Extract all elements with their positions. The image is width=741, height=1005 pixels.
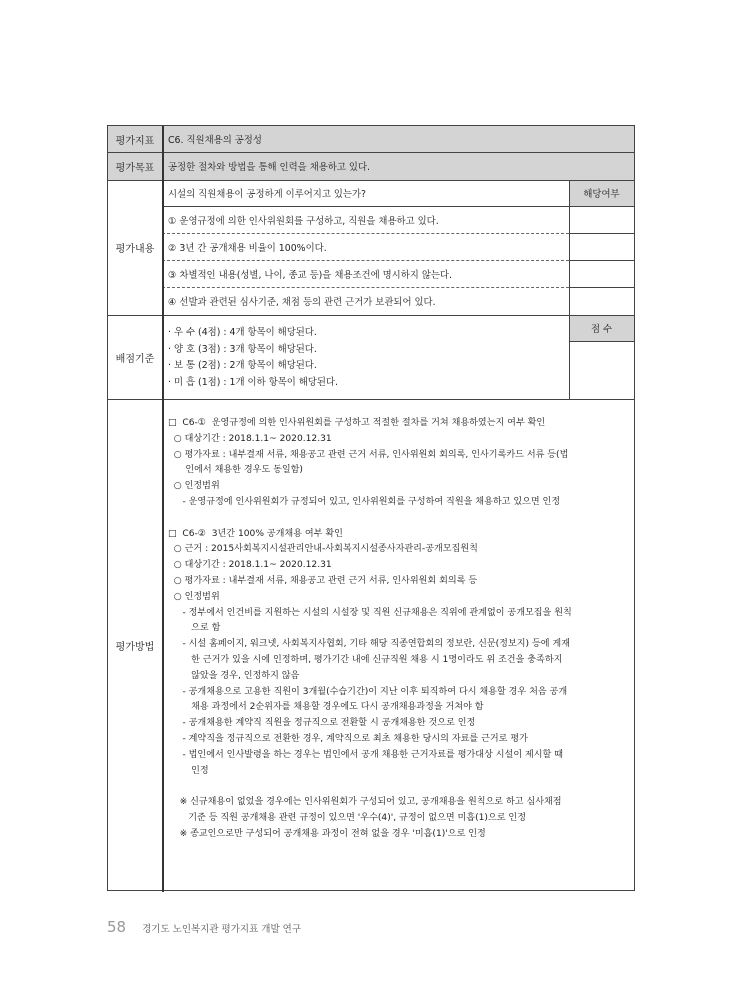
content-item: ③ 차별적인 내용(성별, 나이, 종교 등)을 채용조건에 명시하지 않는다.	[168, 269, 452, 281]
scoring-line: · 우 수 (4점) : 4개 항목이 해당된다.	[168, 327, 317, 338]
scoring-line: · 양 호 (3점) : 3개 항목이 해당된다.	[168, 343, 317, 355]
evaluation-table	[107, 125, 635, 891]
method-line: - 운영규정에 인사위원회가 규정되어 있고, 인사위원회를 구성하여 직원을 채용하고 있으면 인정	[168, 496, 561, 507]
method-line: 으로 함	[168, 623, 221, 634]
method-label: 평가방법	[115, 641, 155, 653]
method-line: ※ 신규채용이 없었을 경우에는 인사위원회가 구성되어 있고, 공개채용을 원칙으로 하고 심사채점	[168, 797, 562, 808]
content-item: ④ 선발과 관련된 심사기준, 채점 등의 관련 근거가 보관되어 있다.	[168, 297, 436, 308]
method-line: ○ 인정범위	[168, 481, 220, 492]
method-line: - 계약직을 정규직으로 전환한 경우, 계약직으로 최초 채용한 당시의 자료를 근거로 평가	[168, 733, 528, 744]
scoring-label: 배점기준	[115, 353, 155, 365]
method-line: 기준 등 직원 공개채용 관련 규정이 있으면 '우수(4)', 규정이 없으면 미흡(1)으로 인정	[168, 812, 527, 823]
method-line	[168, 779, 630, 795]
score-header: 점 수	[590, 324, 613, 335]
goal-value: 공정한 절차와 방법을 통해 인력을 채용하고 있다.	[168, 162, 370, 173]
method-line: 인에서 채용한 경우도 동일함)	[168, 465, 303, 476]
footer-title: 경기도 노인복지관 평가지표 개발 연구	[142, 924, 302, 935]
scoring-line: · 보 통 (2점) : 2개 항목이 해당된다.	[168, 360, 317, 371]
method-line: ○ 대상기간 : 2018.1.1~ 2020.12.31	[168, 560, 332, 571]
method-line: 한 근거가 있을 시에 인정하며, 평가기간 내에 신규직원 채용 시 1명이라도 위 조건을 충족하지	[168, 654, 563, 665]
method-line: - 공개채용한 계약직 직원을 정규직으로 전환할 시 공개채용한 것으로 인정	[168, 718, 476, 729]
content-item: ① 운영규정에 의한 인사위원회를 구성하고, 직원을 채용하고 있다.	[168, 215, 439, 227]
scoring-line: · 미 흡 (1점) : 1개 이하 항목이 해당된다.	[168, 376, 338, 388]
method-line: - 법인에서 인사발령을 하는 경우는 법인에서 공개 채용한 근거자료를 평가대상 시설이 제시할 때	[168, 749, 564, 760]
content-label: 평가내용	[115, 244, 155, 255]
method-line: ○ 근거 : 2015사회복지시설관리안내-사회복지시설종사자관리-공개모집원칙	[168, 544, 478, 555]
method-line: ○ 대상기간 : 2018.1.1~ 2020.12.31	[168, 433, 332, 444]
check-header: 해당여부	[583, 189, 620, 200]
content-question: 시설의 직원채용이 공정하게 이루어지고 있는가?	[168, 189, 367, 200]
method-line: ○ 인정범위	[168, 591, 220, 602]
method-line: □ C6-② 3년간 100% 공개채용 여부 확인	[168, 528, 343, 539]
page-number: 58	[107, 918, 127, 936]
method-line: □ C6-① 운영규정에 의한 인사위원회를 구성하고 적절한 절차를 거쳐 채용하였는지 여부 확인	[168, 418, 546, 428]
method-line: ※ 종교인으로만 구성되어 공개채용 과정이 전혀 없을 경우 '미흡(1)'으로 인정	[168, 828, 486, 839]
indicator-label: 평가지표	[115, 135, 155, 147]
goal-label: 평가목표	[115, 162, 155, 174]
method-line: - 정부에서 인건비를 지원하는 시설의 시설장 및 직원 신규채용은 직위에 관계없이 공개모집을 원칙	[168, 607, 572, 618]
method-line: ○ 평가자료 : 내부결재 서류, 채용공고 관련 근거 서류, 인사위원회 회의록 등	[168, 575, 478, 586]
method-line: - 공개채용으로 고용한 직원이 3개월(수습기간)이 지난 이후 퇴직하여 다시 채용할 경우 처음 공개	[168, 686, 568, 697]
method-line: 채용 과정에서 2순위자를 채용할 경우에도 다시 공개채용과정을 거쳐야 함	[168, 702, 484, 713]
method-line: 인정	[168, 765, 209, 776]
page-footer	[107, 918, 301, 936]
method-line	[168, 511, 630, 527]
content-item: ② 3년 간 공개채용 비율이 100%이다.	[168, 242, 327, 254]
indicator-value: C6. 직원채용의 공정성	[168, 135, 262, 146]
scoring-lines	[168, 325, 338, 391]
method-line: - 시설 홈페이지, 워크넷, 사회복지사협회, 기타 해당 직종연합회의 정보란, 신문(정보지) 등에 게재	[168, 639, 571, 650]
method-line: ○ 평가자료 : 내부결재 서류, 채용공고 관련 근거 서류, 인사위원회 회의록, 인사기록카드 서류 등(법	[168, 449, 569, 460]
method-line: 않았을 경우, 인정하지 않음	[168, 670, 300, 681]
method-lines	[168, 416, 630, 843]
